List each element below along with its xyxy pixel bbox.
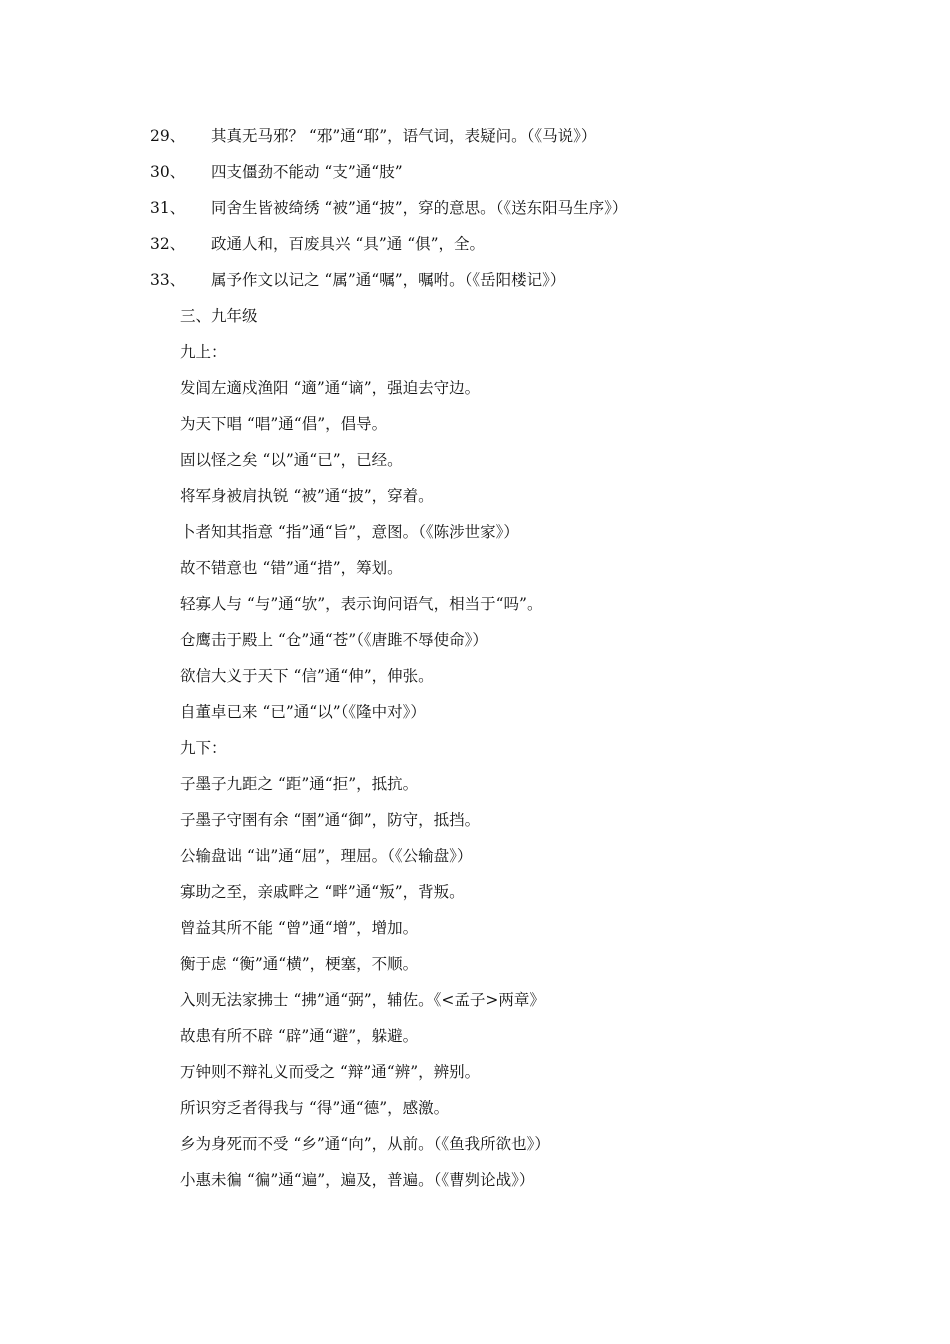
- item-text: 属予作文以记之 “属”通“嘱”，嘱咐。（《岳阳楼记》）: [211, 271, 566, 289]
- subsection-label: 九上：: [180, 343, 227, 361]
- list-item: 衡于虑 “衡”通“横”，梗塞，不顺。: [180, 955, 419, 973]
- list-item: 卜者知其指意 “指”通“旨”，意图。（《陈涉世家》）: [180, 523, 519, 541]
- item-text: 其真无马邪？ “邪”通“耶”，语气词，表疑问。（《马说》）: [211, 127, 597, 145]
- list-item: 乡为身死而不受 “乡”通“向”，从前。（《鱼我所欲也》）: [180, 1135, 550, 1153]
- list-item: 子墨子守圉有余 “圉”通“御”，防守，抵挡。: [180, 811, 481, 829]
- list-item: 寡助之至，亲戚畔之 “畔”通“叛”，背叛。: [180, 883, 465, 901]
- list-item: 故患有所不辟 “辟”通“避”，躲避。: [180, 1027, 419, 1045]
- list-item: 所识穷乏者得我与 “得”通“德”，感激。: [180, 1099, 450, 1117]
- section-heading: 三、九年级: [180, 307, 258, 325]
- list-item: 欲信大义于天下 “信”通“伸”，伸张。: [180, 667, 434, 685]
- list-item: 自董卓已来 “已”通“以”（《隆中对》）: [180, 703, 426, 721]
- list-item: 固以怪之矣 “以”通“已”，已经。: [180, 451, 403, 469]
- item-number: 31、: [150, 199, 186, 217]
- subsection-label: 九下：: [180, 739, 227, 757]
- item-number: 32、: [150, 235, 186, 253]
- list-item: 子墨子九距之 “距”通“拒”，抵抗。: [180, 775, 419, 793]
- item-number: 30、: [150, 163, 186, 181]
- item-number: 33、: [150, 271, 186, 289]
- item-text: 四支僵劲不能动 “支”通“肢”: [211, 163, 403, 181]
- item-number: 29、: [150, 127, 186, 145]
- list-item: 发闾左適戍渔阳 “適”通“谪”，强迫去守边。: [180, 379, 481, 397]
- list-item: 小惠未徧 “徧”通“遍”，遍及，普遍。（《曹刿论战》）: [180, 1171, 535, 1189]
- list-item: 仓鹰击于殿上 “仓”通“苍”（《唐雎不辱使命》）: [180, 631, 488, 649]
- list-item: 故不错意也 “错”通“措”，筹划。: [180, 559, 403, 577]
- list-item: 万钟则不辩礼义而受之 “辩”通“辨”，辨别。: [180, 1063, 481, 1081]
- list-item: 轻寡人与 “与”通“欤”，表示询问语气，相当于“吗”。: [180, 595, 543, 613]
- list-item: 入则无法家拂士 “拂”通“弼”，辅佐。《<孟子>两章》: [180, 991, 545, 1009]
- list-item: 为天下唱 “唱”通“倡”，倡导。: [180, 415, 388, 433]
- item-text: 同舍生皆被绮绣 “被”通“披”，穿的意思。（《送东阳马生序》）: [211, 199, 628, 217]
- list-item: 公输盘诎 “诎”通“屈”，理屈。（《公输盘》）: [180, 847, 473, 865]
- list-item: 曾益其所不能 “曾”通“增”，增加。: [180, 919, 419, 937]
- item-text: 政通人和，百废具兴 “具”通 “俱”，全。: [211, 235, 486, 253]
- list-item: 将军身被肩执锐 “被”通“披”，穿着。: [180, 487, 434, 505]
